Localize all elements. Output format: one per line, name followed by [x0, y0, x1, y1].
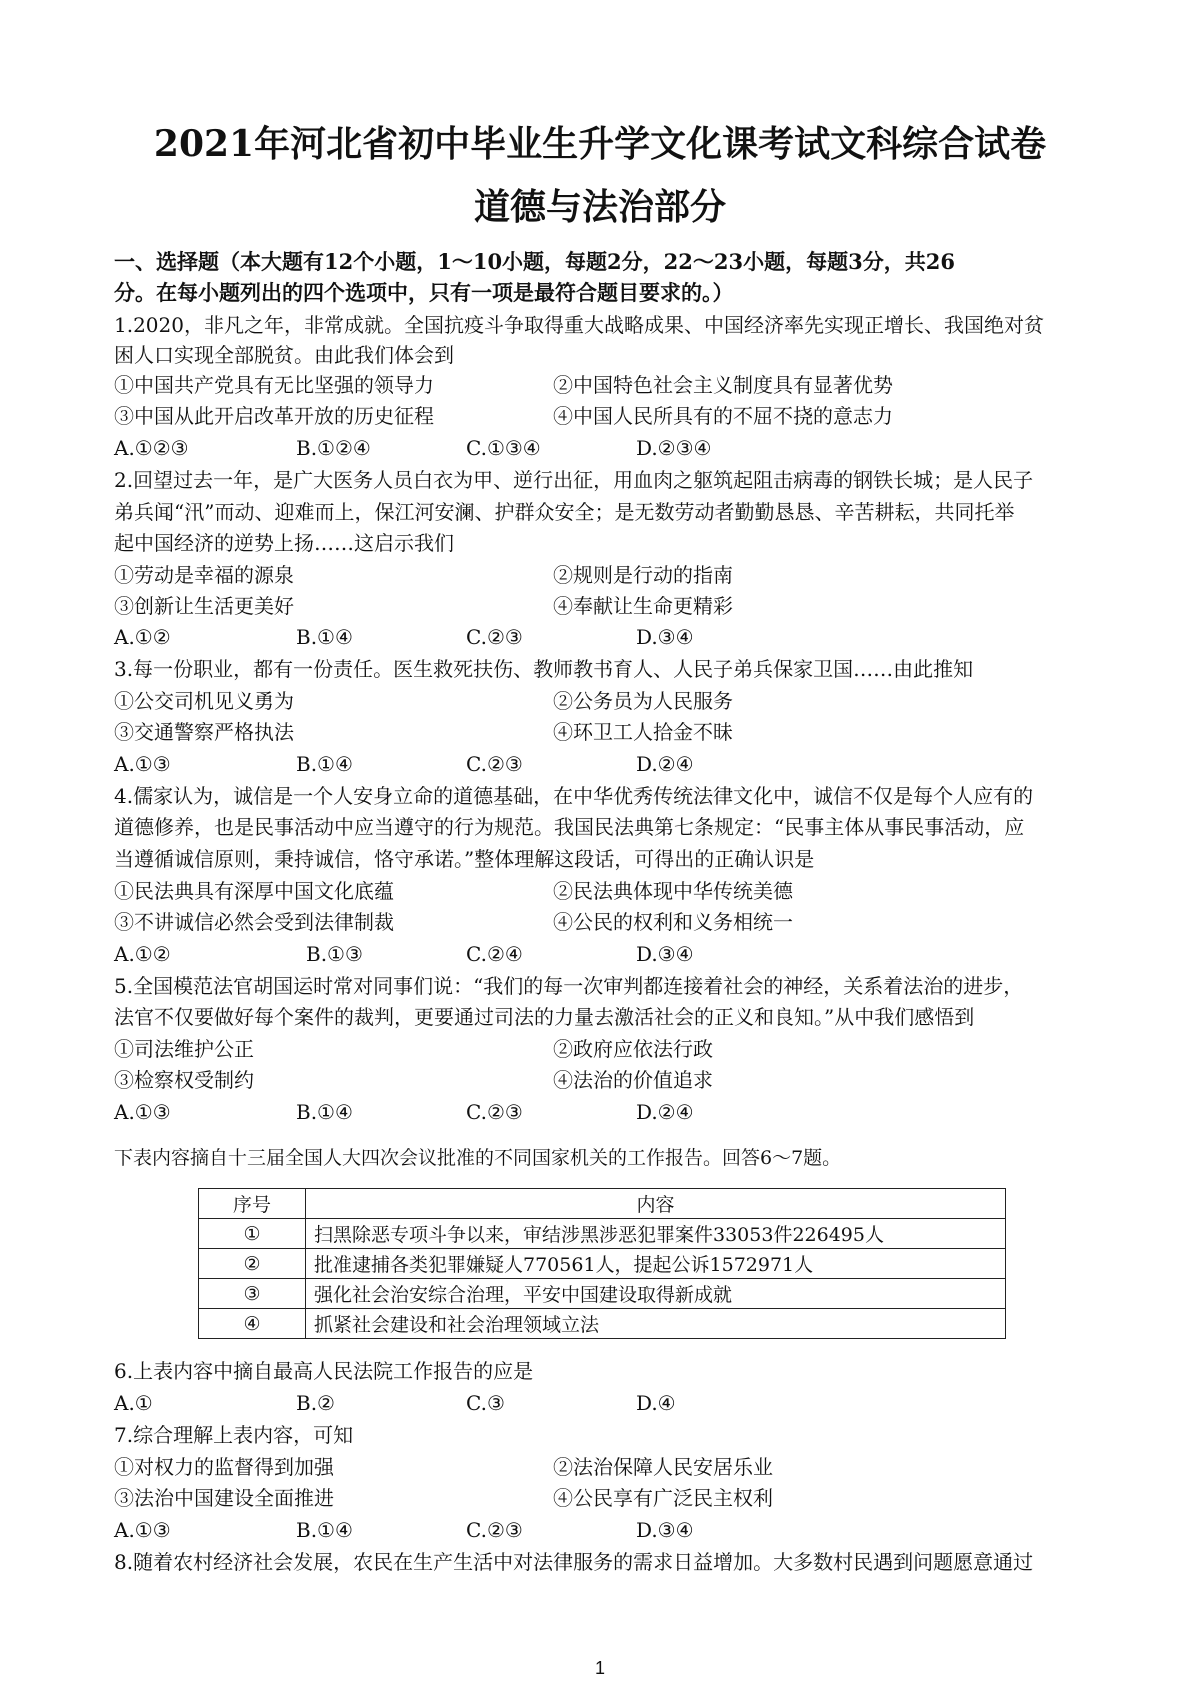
- q1-statement-2: ②中国特色社会主义制度具有显著优势: [553, 373, 893, 397]
- q7-option-b: B.①④: [296, 1518, 353, 1542]
- q5-option-b: B.①④: [296, 1100, 353, 1124]
- q6-option-c: C.③: [466, 1391, 505, 1415]
- section-instruction-line-1: 一、选择题（本大题有12个小题，1～10小题，每题2分，22～23小题，每题3分，共26: [114, 249, 955, 274]
- table-cell-index: ①: [199, 1219, 306, 1249]
- table-row: [199, 1249, 1006, 1279]
- q1-option-c: C.①③④: [466, 436, 541, 460]
- q5-stem-line-2: 法官不仅要做好每个案件的裁判，更要通过司法的力量去激活社会的正义和良知。”从中我们感悟到: [114, 1005, 975, 1029]
- q4-stem-line-3: 当遵循诚信原则，秉持诚信，恪守承诺。”整体理解这段话，可得出的正确认识是: [114, 847, 815, 871]
- table-cell-index: ④: [199, 1309, 306, 1339]
- q3-stem-line-1: 3.每一份职业，都有一份责任。医生救死扶伤、教师教书育人、人民子弟兵保家卫国……由此推知: [114, 657, 974, 681]
- q1-stem-line-1: 1.2020，非凡之年，非常成就。全国抗疫斗争取得重大战略成果、中国经济率先实现正增长、我国绝对贫: [114, 313, 1044, 337]
- table-row: [199, 1309, 1006, 1339]
- table-intro: 下表内容摘自十三届全国人大四次会议批准的不同国家机关的工作报告。回答6～7题。: [114, 1147, 842, 1169]
- q8-stem-line-1: 8.随着农村经济社会发展，农民在生产生活中对法律服务的需求日益增加。大多数村民遇到问题愿意通过: [114, 1550, 1034, 1574]
- q7-statement-1: ①对权力的监督得到加强: [114, 1455, 334, 1479]
- table-header-row: [199, 1189, 1006, 1219]
- q1-option-b: B.①②④: [296, 436, 371, 460]
- q4-statement-2: ②民法典体现中华传统美德: [553, 879, 793, 903]
- q3-statement-3: ③交通警察严格执法: [114, 720, 294, 744]
- q6-option-b: B.②: [296, 1391, 335, 1415]
- q2-statement-2: ②规则是行动的指南: [553, 563, 733, 587]
- exam-title: 2021年河北省初中毕业生升学文化课考试文科综合试卷: [153, 123, 1047, 165]
- q5-statement-4: ④法治的价值追求: [553, 1068, 713, 1092]
- q4-statement-4: ④公民的权利和义务相统一: [553, 910, 793, 934]
- q2-statement-1: ①劳动是幸福的源泉: [114, 563, 294, 587]
- q5-option-a: A.①③: [114, 1100, 171, 1124]
- q7-statement-3: ③法治中国建设全面推进: [114, 1486, 334, 1510]
- q2-option-a: A.①②: [114, 625, 171, 649]
- q4-statement-3: ③不讲诚信必然会受到法律制裁: [114, 910, 394, 934]
- q4-stem-line-2: 道德修养，也是民事活动中应当遵守的行为规范。我国民法典第七条规定：“民事主体从事民事活动，应: [114, 815, 1025, 839]
- page-number: 1: [594, 1658, 605, 1678]
- q7-statement-4: ④公民享有广泛民主权利: [553, 1486, 773, 1510]
- q4-option-d: D.③④: [636, 942, 694, 966]
- q3-statement-1: ①公交司机见义勇为: [114, 689, 294, 713]
- q5-option-d: D.②④: [636, 1100, 694, 1124]
- table-cell-content: 扫黑除恶专项斗争以来，审结涉黑涉恶犯罪案件33053件226495人: [306, 1219, 1006, 1249]
- q1-statement-4: ④中国人民所具有的不屈不挠的意志力: [553, 404, 893, 428]
- table-cell-content: 抓紧社会建设和社会治理领域立法: [306, 1309, 1006, 1339]
- q1-option-d: D.②③④: [636, 436, 712, 460]
- q5-option-c: C.②③: [466, 1100, 523, 1124]
- q7-option-d: D.③④: [636, 1518, 694, 1542]
- table-cell-content: 强化社会治安综合治理，平安中国建设取得新成就: [306, 1279, 1006, 1309]
- q5-statement-3: ③检察权受制约: [114, 1068, 254, 1092]
- q4-option-a: A.①②: [114, 942, 171, 966]
- exam-subtitle: 道德与法治部分: [473, 186, 726, 228]
- q5-statement-1: ①司法维护公正: [114, 1037, 254, 1061]
- table-row: [199, 1279, 1006, 1309]
- q4-stem-line-1: 4.儒家认为，诚信是一个人安身立命的道德基础，在中华优秀传统法律文化中，诚信不仅是每个人应有的: [114, 784, 1034, 808]
- q6-option-a: A.①: [114, 1391, 153, 1415]
- q2-stem-line-1: 2.回望过去一年，是广大医务人员白衣为甲、逆行出征，用血肉之躯筑起阻击病毒的钢铁长城；是人民子: [114, 468, 1034, 492]
- q4-option-b: B.①③: [306, 942, 363, 966]
- table-header-content: 内容: [306, 1189, 1006, 1219]
- q1-statement-1: ①中国共产党具有无比坚强的领导力: [114, 373, 434, 397]
- q4-option-c: C.②④: [466, 942, 523, 966]
- table-cell-index: ③: [199, 1279, 306, 1309]
- q3-statement-4: ④环卫工人拾金不昧: [553, 720, 733, 744]
- q2-option-d: D.③④: [636, 625, 694, 649]
- q5-stem-line-1: 5.全国模范法官胡国运时常对同事们说：“我们的每一次审判都连接着社会的神经，关系着法治的进步，: [114, 974, 1024, 998]
- q7-option-a: A.①③: [114, 1518, 171, 1542]
- work-report-table: [198, 1188, 1006, 1339]
- q1-stem-line-2: 困人口实现全部脱贫。由此我们体会到: [114, 343, 454, 367]
- q3-option-b: B.①④: [296, 752, 353, 776]
- q2-stem-line-2: 弟兵闻“汛”而动、迎难而上，保江河安澜、护群众安全；是无数劳动者勤勤恳恳、辛苦耕耘，共同托举: [114, 500, 1015, 524]
- q7-statement-2: ②法治保障人民安居乐业: [553, 1455, 773, 1479]
- q7-stem-line-1: 7.综合理解上表内容，可知: [114, 1423, 354, 1447]
- q5-statement-2: ②政府应依法行政: [553, 1037, 713, 1061]
- q2-option-c: C.②③: [466, 625, 523, 649]
- q2-stem-line-3: 起中国经济的逆势上扬……这启示我们: [114, 531, 454, 555]
- q2-statement-4: ④奉献让生命更精彩: [553, 594, 733, 618]
- table-cell-content: 批准逮捕各类犯罪嫌疑人770561人，提起公诉1572971人: [306, 1249, 1006, 1279]
- q3-option-a: A.①③: [114, 752, 171, 776]
- q2-option-b: B.①④: [296, 625, 353, 649]
- q7-option-c: C.②③: [466, 1518, 523, 1542]
- q2-statement-3: ③创新让生活更美好: [114, 594, 294, 618]
- q1-statement-3: ③中国从此开启改革开放的历史征程: [114, 404, 434, 428]
- q3-option-c: C.②③: [466, 752, 523, 776]
- q3-statement-2: ②公务员为人民服务: [553, 689, 733, 713]
- section-instruction-line-2: 分。在每小题列出的四个选项中，只有一项是最符合题目要求的。）: [114, 280, 734, 305]
- table-cell-index: ②: [199, 1249, 306, 1279]
- q6-option-d: D.④: [636, 1391, 676, 1415]
- q4-statement-1: ①民法典具有深厚中国文化底蕴: [114, 879, 394, 903]
- q3-option-d: D.②④: [636, 752, 694, 776]
- q6-stem-line-1: 6.上表内容中摘自最高人民法院工作报告的应是: [114, 1359, 534, 1383]
- table-header-index: 序号: [199, 1189, 306, 1219]
- table-row: [199, 1219, 1006, 1249]
- q1-option-a: A.①②③: [114, 436, 189, 460]
